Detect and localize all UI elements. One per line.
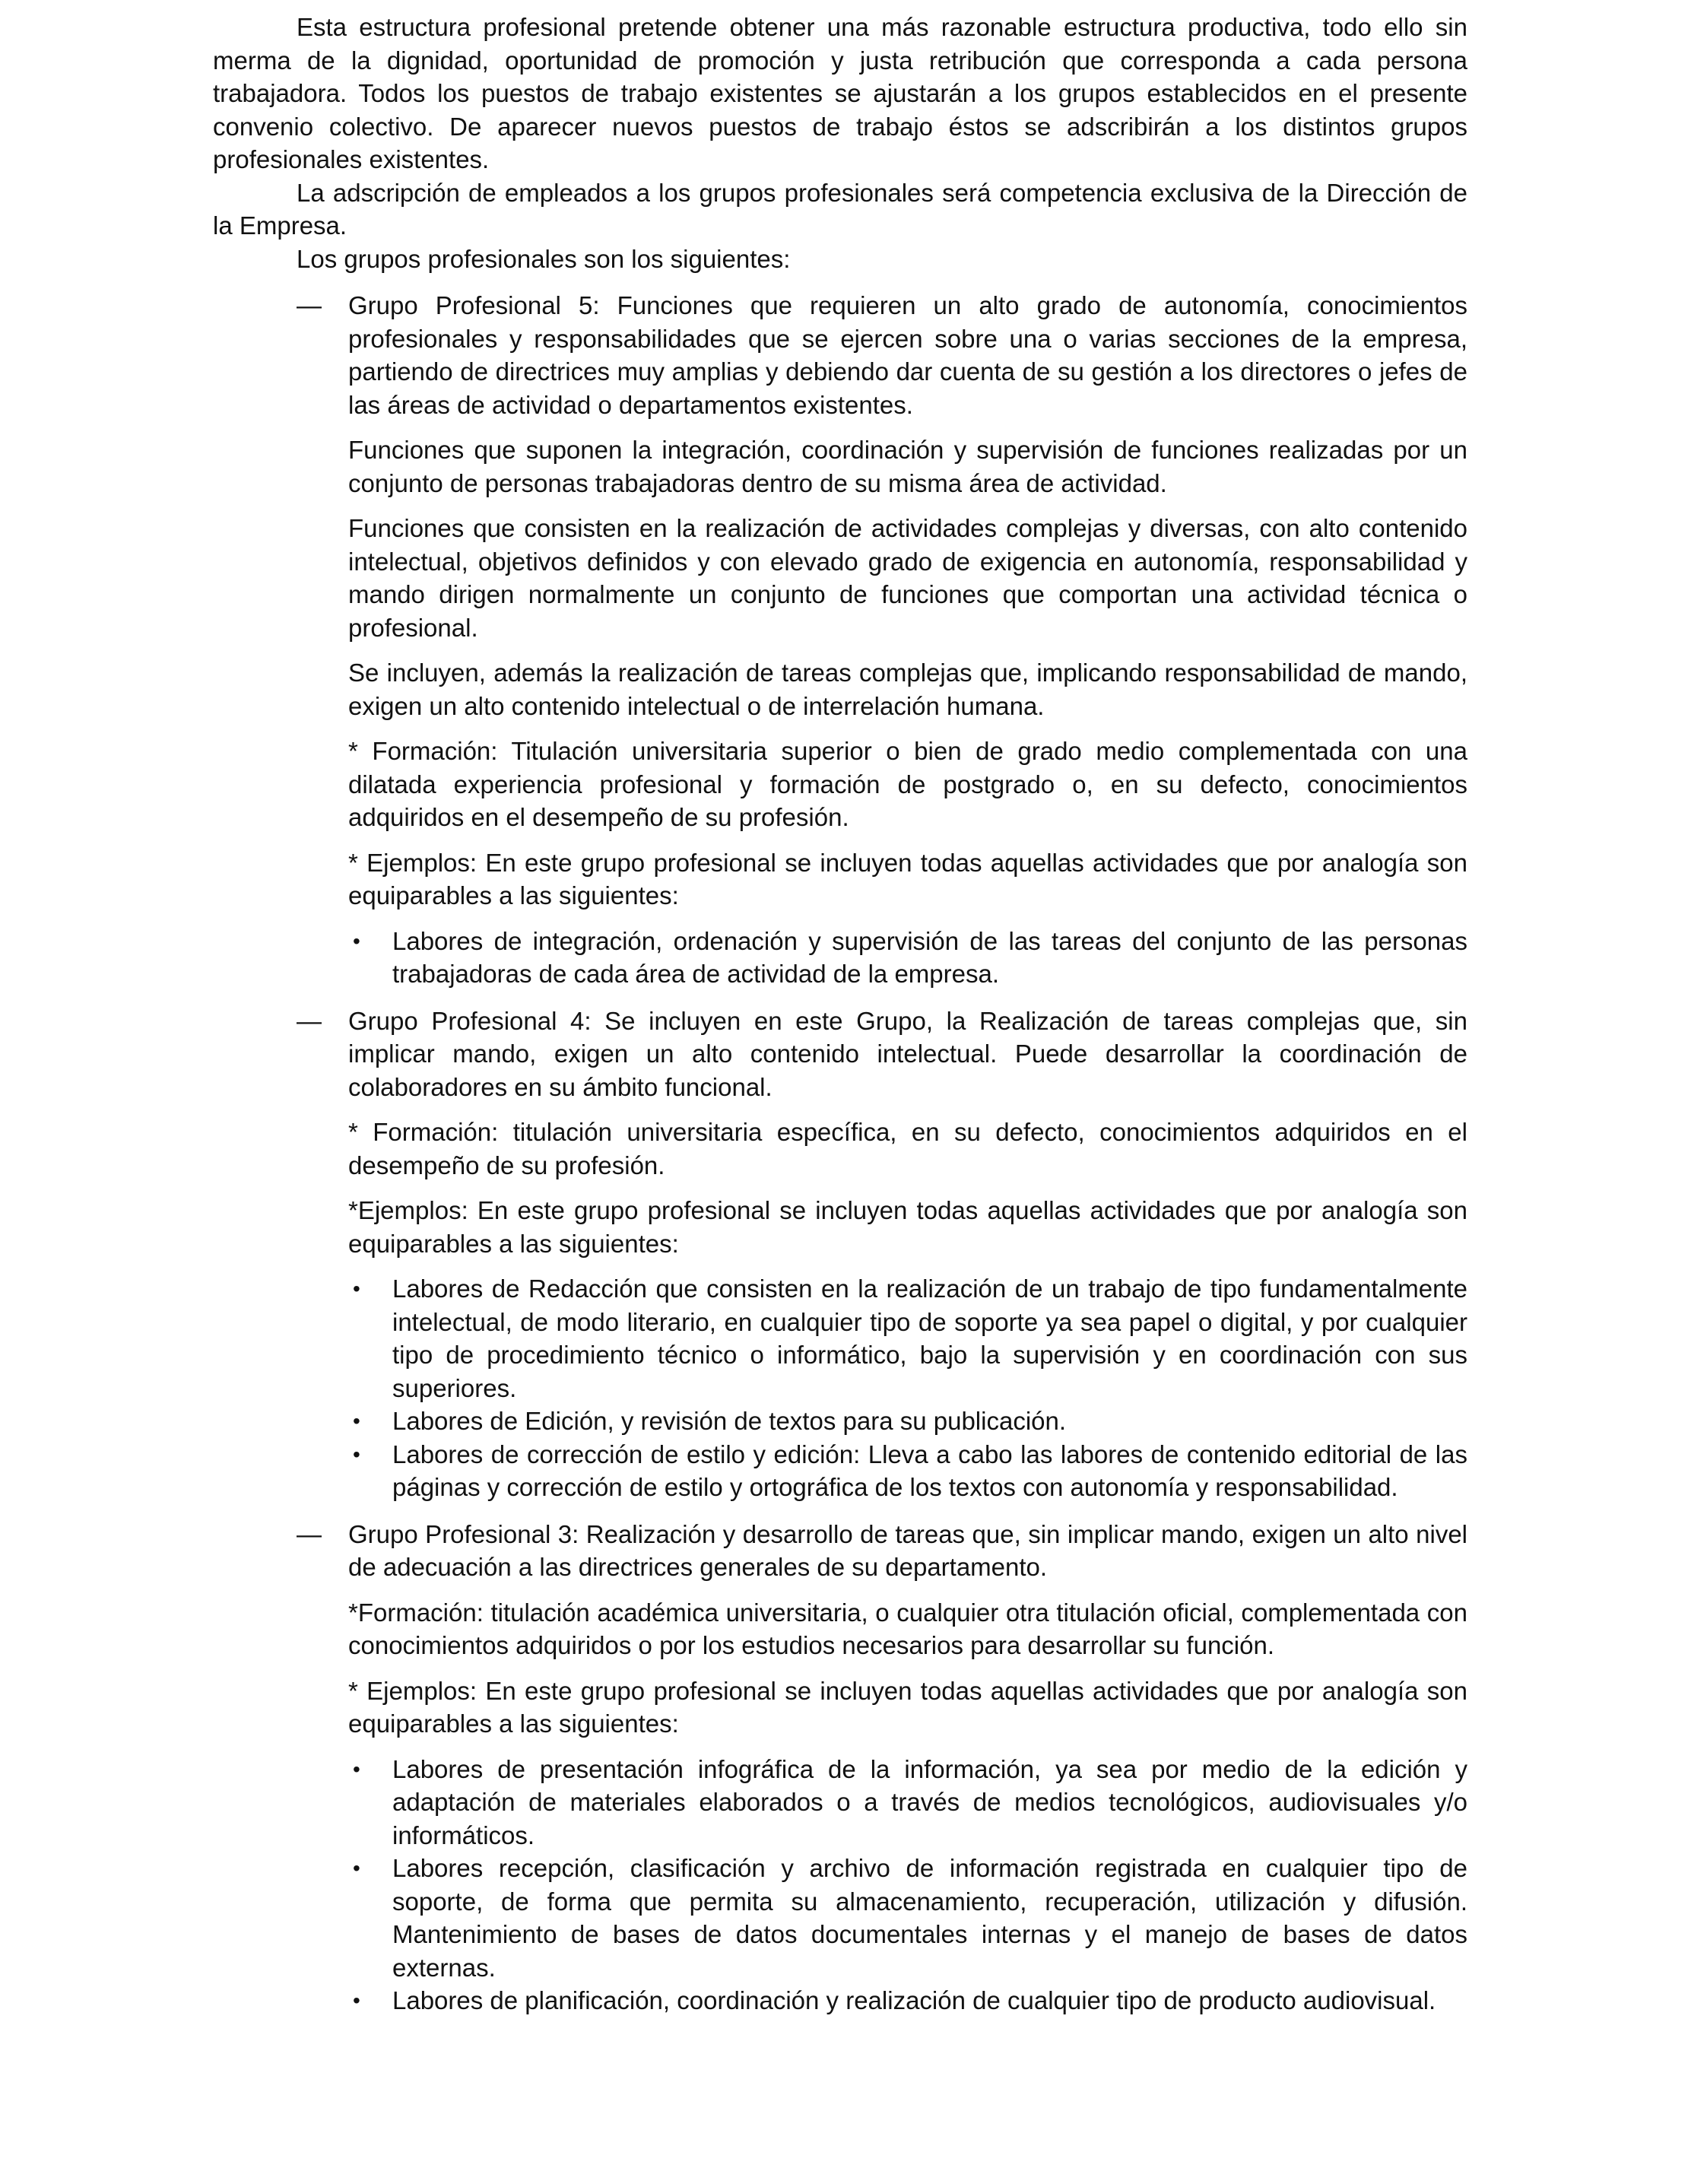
group-paragraph: Funciones que suponen la integración, coordinación y supervisión de funciones realizadas por un conjunto de personas trabajadoras dentro de su misma área de actividad. bbox=[348, 436, 1467, 497]
document-page bbox=[213, 11, 1467, 2017]
group-5 bbox=[213, 289, 1467, 991]
list-item bbox=[348, 1438, 1467, 1504]
list-item bbox=[348, 1852, 1467, 1984]
formacion-paragraph: * Formación: Titulación universitaria superior o bien de grado medio complementada con una dilatada experiencia profesional y formación de postgrado o, en su defecto, conocimientos adquiridos en el desempeño de su profesión. bbox=[348, 737, 1467, 831]
list-item-text: Labores de integración, ordenación y supervisión de las tareas del conjunto de las personas trabajadoras de cada área de actividad de la empresa. bbox=[392, 926, 1467, 988]
bullet-icon: • bbox=[353, 1277, 360, 1300]
intro-section bbox=[213, 11, 1467, 275]
list-item bbox=[348, 925, 1467, 991]
bullet-icon: • bbox=[353, 1409, 360, 1433]
list-item-text: Labores de presentación infográfica de la información, ya sea por medio de la edición y adaptación de materiales elaborados o a través de medios tecnológicos, audiovisuales y/o informáticos. bbox=[392, 1754, 1467, 1849]
list-item-text: Labores de Edición, y revisión de textos para su publicación. bbox=[392, 1407, 1067, 1435]
groups-list-heading: Los grupos profesionales son los siguientes: bbox=[297, 244, 791, 273]
ejemplos-paragraph: * Ejemplos: En este grupo profesional se incluyen todas aquellas actividades que por analogía son equiparables a las siguientes: bbox=[348, 1676, 1467, 1738]
ejemplos-paragraph: * Ejemplos: En este grupo profesional se incluyen todas aquellas actividades que por analogía son equiparables a las siguientes: bbox=[348, 848, 1467, 909]
list-item-text: Labores de Redacción que consisten en la realización de un trabajo de tipo fundamentalmente intelectual, de modo literario, en cualquier tipo de soporte ya sea papel o digital, y por cualquier tipo de procedimiento técnico o informático, bajo la supervisión y en coordinación con sus superiores. bbox=[392, 1275, 1467, 1402]
group-paragraph: Se incluyen, además la realización de tareas complejas que, implicando responsabilidad de mando, exigen un alto contenido intelectual o de interrelación humana. bbox=[348, 659, 1467, 720]
ejemplos-paragraph: *Ejemplos: En este grupo profesional se incluyen todas aquellas actividades que por analogía son equiparables a las siguientes: bbox=[348, 1196, 1467, 1258]
group-3 bbox=[213, 1518, 1467, 2017]
list-item bbox=[348, 1984, 1467, 2017]
bullet-icon: • bbox=[353, 1989, 360, 2012]
list-item bbox=[348, 1405, 1467, 1438]
dash-marker: — bbox=[297, 1006, 322, 1035]
list-item-text: Labores recepción, clasificación y archivo de información registrada en cualquier tipo de soporte, de forma que permita su almacenamiento, recuperación, utilización y difusión. Mantenimiento de bases de datos documentales internas y el manejo de bases de datos externas. bbox=[392, 1854, 1467, 1982]
intro-paragraph: La adscripción de empleados a los grupos profesionales será competencia exclusiva de la Dirección de la Empresa. bbox=[213, 178, 1467, 240]
intro-paragraph: Esta estructura profesional pretende obtener una más razonable estructura productiva, todo ello sin merma de la dignidad, oportunidad de promoción y justa retribución que corresponda a cada persona trabajadora. Todos los puestos de trabajo existentes se ajustarán a los grupos establecidos en el presente convenio colectivo. De aparecer nuevos puestos de trabajo éstos se adscribirán a los distintos grupos profesionales existentes. bbox=[213, 13, 1467, 173]
examples-list bbox=[348, 1753, 1467, 2017]
group-heading: Grupo Profesional 3: Realización y desarrollo de tareas que, sin implicar mando, exigen un alto nivel de adecuación a las directrices generales de su departamento. bbox=[348, 1519, 1467, 1581]
list-item-text: Labores de corrección de estilo y edición: Lleva a cabo las labores de contenido editorial de las páginas y corrección de estilo y ortográfica de los textos con autonomía y responsabilidad. bbox=[392, 1440, 1467, 1501]
bullet-icon: • bbox=[353, 1757, 360, 1781]
group-paragraph: Funciones que consisten en la realización de actividades complejas y diversas, con alto contenido intelectual, objetivos definidos y con elevado grado de exigencia en autonomía, responsabilidad y mando dirigen normalmente un conjunto de funciones que comportan una actividad técnica o profesional. bbox=[348, 514, 1467, 642]
formacion-paragraph: *Formación: titulación académica universitaria, o cualquier otra titulación oficial, complementada con conocimientos adquiridos o por los estudios necesarios para desarrollar su función. bbox=[348, 1598, 1467, 1659]
group-heading: Grupo Profesional 5: Funciones que requieren un alto grado de autonomía, conocimientos profesionales y responsabilidades que se ejercen sobre una o varias secciones de la empresa, partiendo de directrices muy amplias y debiendo dar cuenta de su gestión a los directores o jefes de las áreas de actividad o departamentos existentes. bbox=[348, 291, 1467, 419]
list-item bbox=[348, 1753, 1467, 1852]
examples-list bbox=[348, 1272, 1467, 1504]
examples-list bbox=[348, 925, 1467, 991]
list-item bbox=[348, 1272, 1467, 1405]
dash-marker: — bbox=[297, 291, 322, 319]
group-4 bbox=[213, 1005, 1467, 1504]
bullet-icon: • bbox=[353, 929, 360, 953]
bullet-icon: • bbox=[353, 1442, 360, 1466]
bullet-icon: • bbox=[353, 1856, 360, 1880]
list-item-text: Labores de planificación, coordinación y realización de cualquier tipo de producto audiovisual. bbox=[392, 1986, 1436, 2014]
dash-marker: — bbox=[297, 1519, 322, 1548]
formacion-paragraph: * Formación: titulación universitaria específica, en su defecto, conocimientos adquiridos en el desempeño de su profesión. bbox=[348, 1118, 1467, 1179]
group-heading: Grupo Profesional 4: Se incluyen en este Grupo, la Realización de tareas complejas que, sin implicar mando, exigen un alto contenido intelectual. Puede desarrollar la coordinación de colaboradores en su ámbito funcional. bbox=[348, 1006, 1467, 1101]
